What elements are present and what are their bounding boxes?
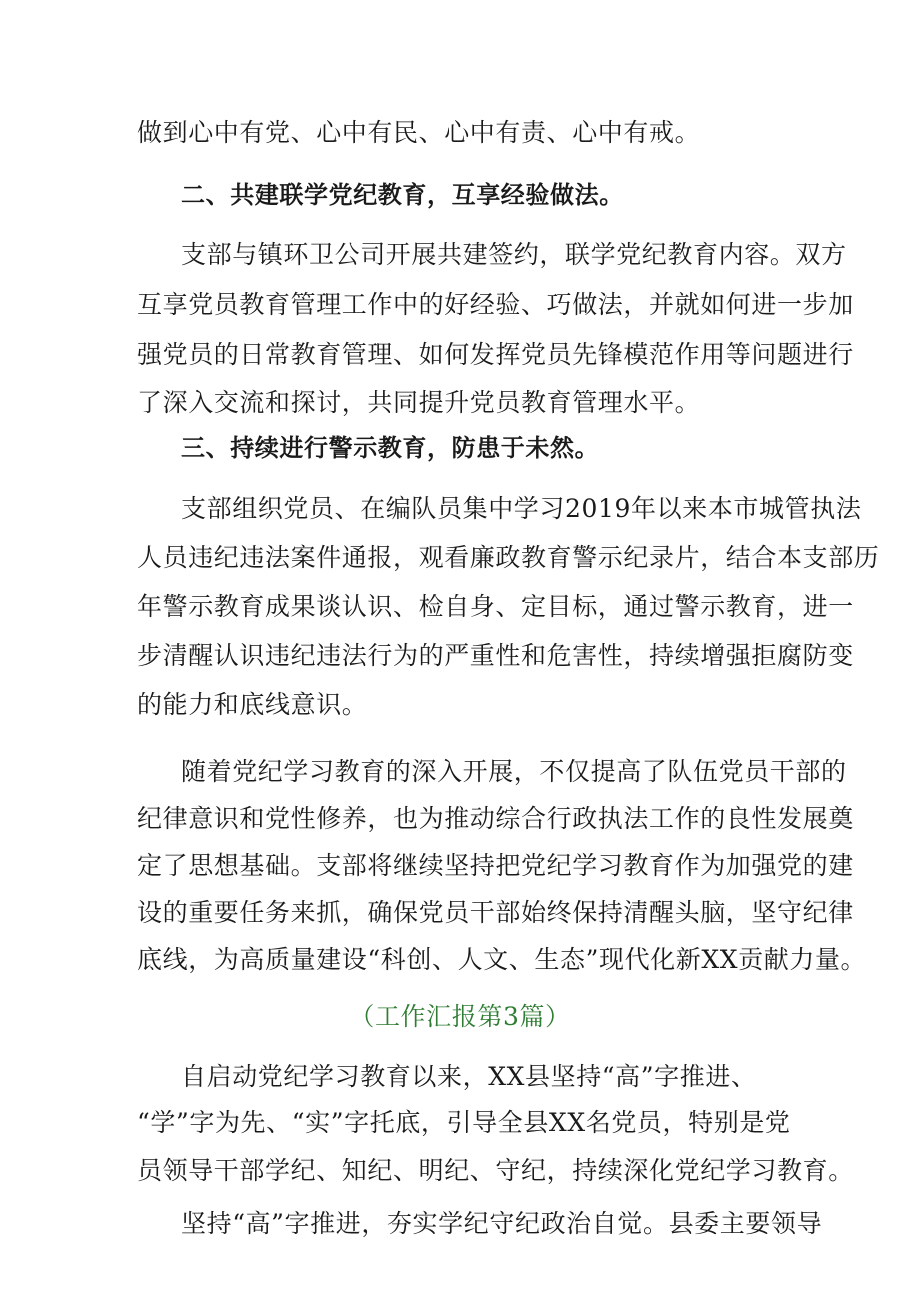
article-number-label: （工作汇报第3篇） (349, 1002, 571, 1031)
paragraph-line: 纪律意识和党性修养，也为推动综合行政执法工作的良性发展奠 (137, 804, 854, 833)
paragraph-line: 设的重要任务来抓，确保党员干部始终保持清醒头脑，坚守纪律 (137, 898, 854, 927)
paragraph-line: 强党员的日常教育管理、如何发挥党员先锋模范作用等问题进行 (137, 340, 854, 369)
paragraph-line: 的能力和底线意识。 (137, 690, 368, 719)
section-heading-2: 二、共建联学党纪教育，互享经验做法。 (181, 181, 624, 209)
paragraph-line: 坚持“高”字推进，夯实学纪守纪政治自觉。县委主要领导 (181, 1209, 823, 1238)
section-heading-3: 三、持续进行警示教育，防患于未然。 (181, 434, 600, 462)
paragraph-line: 人员违纪违法案件通报，观看廉政教育警示纪录片，结合本支部历 (137, 543, 880, 572)
paragraph-line: 定了思想基础。支部将继续坚持把党纪学习教育作为加强党的建 (137, 851, 854, 880)
paragraph-line: “学”字为先、“实”字托底，引导全县XX名党员，特别是党 (137, 1108, 791, 1137)
paragraph-line: 了深入交流和探讨，共同提升党员教育管理水平。 (137, 388, 701, 417)
paragraph-line: 自启动党纪学习教育以来，XX县坚持“高”字推进、 (181, 1062, 757, 1091)
paragraph-line: 底线，为高质量建设“科创、人文、生态”现代化新XX贡献力量。 (137, 945, 867, 974)
paragraph-line: 做到心中有党、心中有民、心中有责、心中有戒。 (137, 118, 701, 147)
paragraph-line: 员领导干部学纪、知纪、明纪、守纪，持续深化党纪学习教育。 (137, 1156, 854, 1185)
paragraph-line: 年警示教育成果谈认识、检自身、定目标，通过警示教育，进一 (137, 592, 854, 621)
paragraph-line: 支部与镇环卫公司开展共建签约，联学党纪教育内容。双方 (181, 240, 847, 269)
paragraph-line: 互享党员教育管理工作中的好经验、巧做法，并就如何进一步加 (137, 290, 854, 319)
paragraph-line: 步清醒认识违纪违法行为的严重性和危害性，持续增强拒腐防变 (137, 641, 854, 670)
paragraph-line: 支部组织党员、在编队员集中学习2019年以来本市城管执法 (181, 494, 862, 523)
paragraph-line: 随着党纪学习教育的深入开展，不仅提高了队伍党员干部的 (181, 757, 847, 786)
